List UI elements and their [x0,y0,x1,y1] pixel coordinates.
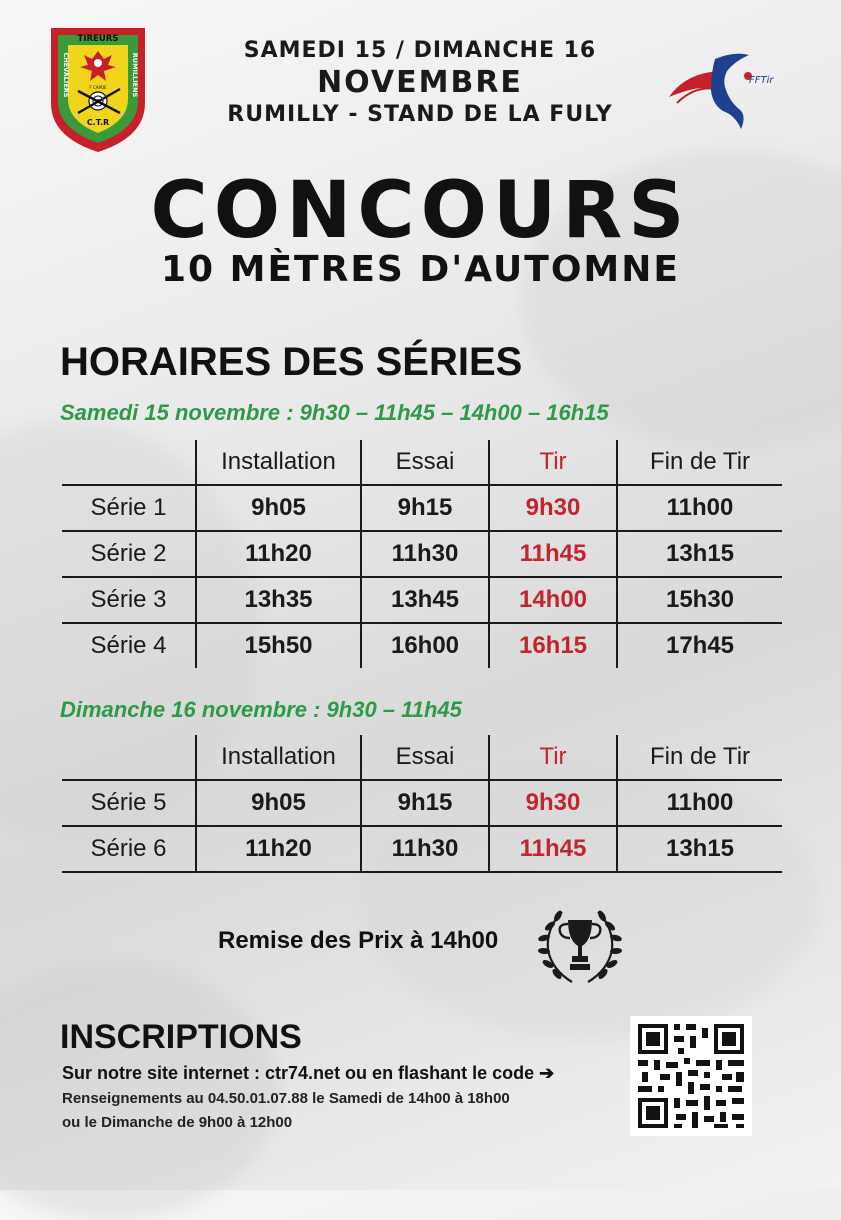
cell-fin-de-tir: 13h15 [617,531,782,577]
cell-fin-de-tir: 13h15 [617,826,782,872]
event-header [150,40,690,126]
row-label: Série 5 [62,780,196,826]
row-label: Série 3 [62,577,196,623]
sunday-heading: Dimanche 16 novembre : 9h30 – 11h45 [60,697,462,722]
cell-tir: 9h30 [489,485,617,531]
event-month: NOVEMBRE [317,65,523,100]
corner-cell [62,735,196,780]
prize-ceremony-text: Remise des Prix à 14h00 [218,927,499,954]
inscriptions-hours-text: ou le Dimanche de 9h00 à 12h00 [62,1114,293,1131]
cell-essai: 9h15 [361,780,489,826]
column-header-fin-de-tir: Fin de Tir [617,735,782,780]
club-logo [48,25,148,155]
column-header-tir: Tir [489,440,617,485]
cell-installation: 11h20 [196,826,361,872]
cell-tir: 11h45 [489,531,617,577]
cell-essai: 16h00 [361,623,489,668]
sunday-schedule-table [62,735,782,873]
cell-essai: 9h15 [361,485,489,531]
column-header-fin-de-tir: Fin de Tir [617,440,782,485]
club-logo-top: TIREURS [77,34,119,44]
cell-fin-de-tir: 17h45 [617,623,782,668]
cell-essai: 13h45 [361,577,489,623]
cell-installation: 13h35 [196,577,361,623]
cell-tir: 11h45 [489,826,617,872]
event-title: CONCOURS [150,166,691,256]
inscriptions-website-text: Sur notre site internet : ctr74.net ou en flashant le code ➔ [62,1063,555,1083]
trophy-laurel-icon [532,898,628,990]
cell-installation: 9h05 [196,485,361,531]
cell-essai: 11h30 [361,826,489,872]
row-label: Série 1 [62,485,196,531]
cell-installation: 11h20 [196,531,361,577]
corner-cell [62,440,196,485]
saturday-schedule-table [62,440,782,668]
table-row [62,577,782,623]
cell-installation: 9h05 [196,780,361,826]
row-label: Série 6 [62,826,196,872]
cell-tir: 9h30 [489,780,617,826]
event-dates: SAMEDI 15 / DIMANCHE 16 [243,38,597,63]
inscriptions-phone-text: Renseignements au 04.50.01.07.88 le Samedi de 14h00 à 18h00 [62,1090,510,1107]
column-header-tir: Tir [489,735,617,780]
fftir-logo-text: FFTir [749,75,774,86]
cell-essai: 11h30 [361,531,489,577]
club-logo-right: RUMILLIENS [131,52,139,98]
schedule-section-title: HORAIRES DES SÉRIES [60,340,523,384]
saturday-heading: Samedi 15 novembre : 9h30 – 11h45 – 14h00 – 16h15 [60,400,609,425]
column-header-essai: Essai [361,735,489,780]
cell-tir: 14h00 [489,577,617,623]
club-logo-motto: F CAPOE [89,85,107,90]
cell-fin-de-tir: 11h00 [617,485,782,531]
table-header-row [62,735,782,780]
event-subtitle: 10 MÈTRES D'AUTOMNE [161,249,680,290]
column-header-installation: Installation [196,440,361,485]
cell-tir: 16h15 [489,623,617,668]
row-label: Série 4 [90,632,167,659]
table-row [62,780,782,826]
inscriptions-title: INSCRIPTIONS [60,1018,302,1056]
club-logo-left: CHEVALIERS [62,52,70,98]
event-location: RUMILLY - STAND DE LA FULY [227,102,613,127]
table-row [62,826,782,872]
table-row [62,485,782,531]
qr-code[interactable] [630,1016,752,1136]
table-row [62,623,782,668]
table-header-row [62,440,782,485]
cell-fin-de-tir: 15h30 [617,577,782,623]
cell-installation: 15h50 [196,623,361,668]
club-logo-bottom: C.T.R [86,118,110,127]
column-header-essai: Essai [361,440,489,485]
table-row [62,531,782,577]
cell-fin-de-tir: 11h00 [617,780,782,826]
row-label: Série 2 [62,531,196,577]
column-header-installation: Installation [196,735,361,780]
fftir-logo [665,45,780,135]
